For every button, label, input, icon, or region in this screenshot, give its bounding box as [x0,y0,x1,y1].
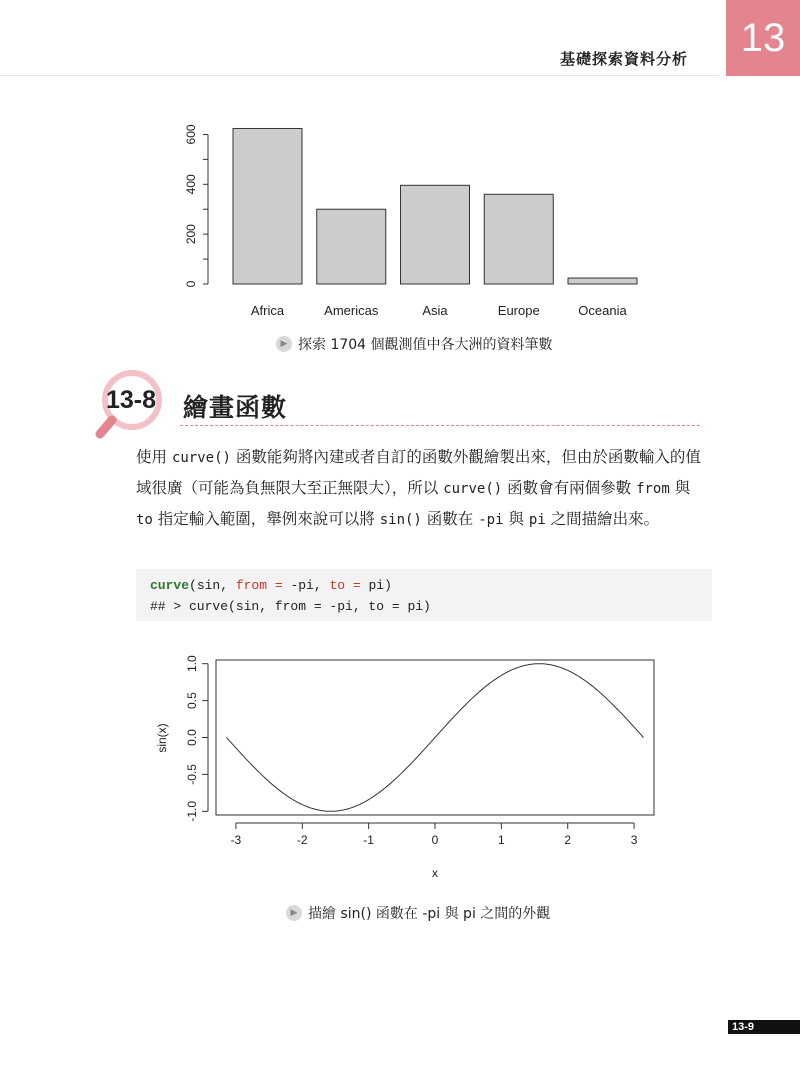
x-tick-label: 3 [630,833,638,847]
section-title: 繪畫函數 [183,393,288,422]
y-axis [185,655,208,822]
bar-europe [484,194,553,284]
bar-americas [317,209,386,284]
x-tick-label: -1 [363,833,374,847]
y-tick-label: 200 [184,224,198,245]
y-axis [184,124,208,287]
magnifier-icon [94,370,174,446]
x-tick-label: Asia [422,303,448,318]
y-tick-label: 0.0 [185,729,199,746]
x-tick-label: Africa [250,303,285,318]
header-title: 基礎探索資料分析 [559,50,688,68]
sin-curve-chart [150,650,670,890]
x-tick-label: 1 [498,833,505,847]
y-tick-label: 0 [184,280,198,288]
bar-asia [401,185,470,284]
x-tick-label: -2 [296,833,308,847]
code-line-1: curve(sin, from = -pi, to = pi) [150,578,392,593]
x-tick-label: Oceania [578,303,627,318]
figure1-caption [276,334,553,354]
code-block [136,569,712,621]
figure1-caption-text: 探索 1704 個觀測值中各大洲的資料筆數 [298,337,553,353]
y-tick-label: 1.0 [185,655,199,673]
header-rule [0,75,720,76]
bars [233,128,637,284]
x-axis-label: x [432,866,438,880]
code-line-2: ## > curve(sin, from = -pi, to = pi) [150,599,431,614]
figure2-caption [286,903,550,923]
figure2-caption-text: 描繪 sin() 函數在 -pi 與 pi 之間的外觀 [308,906,551,922]
section-divider [180,425,700,426]
page-number: 13-9 [728,1020,800,1034]
x-tick-label: Europe [497,303,540,318]
x-labels [251,303,628,318]
x-tick-label: 2 [564,833,572,847]
section-number: 13-8 [105,386,157,414]
play-icon: ▶ [276,336,292,352]
sin-series-line [227,664,644,812]
y-tick-label: 0.5 [185,692,199,709]
y-axis-label: sin(x) [155,723,169,753]
chapter-tab: 13 [726,0,800,76]
play-icon: ▶ [286,905,302,921]
y-tick-label: 600 [184,124,198,145]
bar-oceania [568,278,637,284]
x-tick-label: Americas [324,303,379,318]
body-paragraph: 使用 curve() 函數能夠將內建或者自訂的函數外觀繪製出來，但由於函數輸入的值域很廣（可能為負無限大至正無限大），所以 curve() 函數會有兩個參數 from 與 to 指定輸入範圍，舉例來說可以將 sin() 函數在 -pi 與 pi 之間描繪出來。 [136,448,701,528]
y-tick-label: -1.0 [185,800,199,822]
continent-bar-chart [150,112,670,327]
x-axis [231,823,638,847]
x-tick-label: 0 [431,833,439,847]
x-tick-label: -3 [230,833,242,847]
y-tick-label: 400 [184,174,198,195]
y-tick-label: -0.5 [185,764,199,785]
bar-africa [233,128,302,284]
